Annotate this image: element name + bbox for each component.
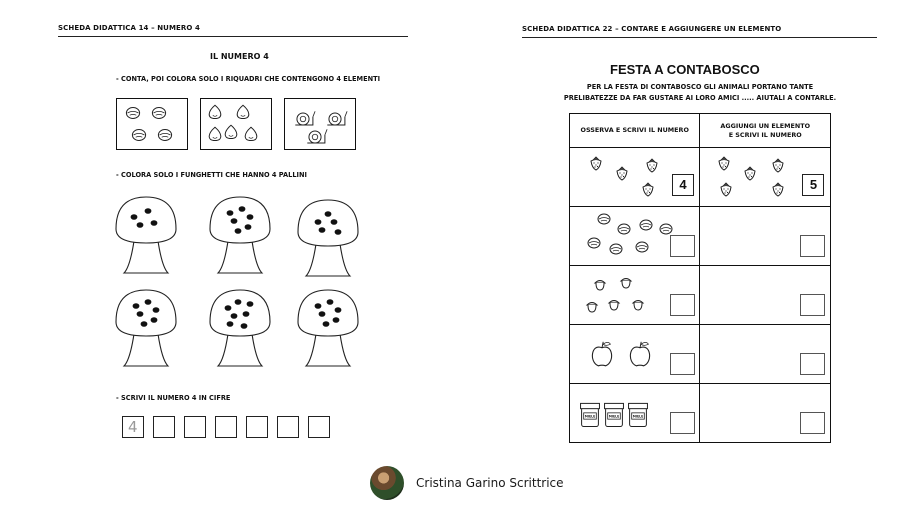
strawberry-icon bbox=[647, 159, 657, 172]
mushroom-dot bbox=[131, 214, 138, 220]
subtitle-line-2: PRELIBATEZZE DA FAR GUSTARE AI LORO AMICI ..... AIUTALI A CONTARLE. bbox=[563, 94, 837, 102]
write-boxes-row bbox=[122, 416, 382, 442]
write-box[interactable] bbox=[277, 416, 299, 438]
jam-jar-group bbox=[704, 386, 804, 442]
mushroom-dot bbox=[231, 218, 238, 224]
empty-answer-box[interactable] bbox=[670, 412, 695, 434]
subtitle-line-1: PER LA FESTA DI CONTABOSCO GLI ANIMALI PORTANO TANTE bbox=[586, 83, 814, 91]
table-row bbox=[570, 148, 831, 207]
chestnut-icon bbox=[132, 130, 145, 141]
mushroom-cap bbox=[298, 200, 358, 246]
svg-text:MIELE: MIELE bbox=[632, 414, 644, 419]
snail-icon bbox=[295, 111, 315, 125]
acorn-group bbox=[574, 268, 674, 324]
mushroom-cap bbox=[116, 290, 176, 336]
group-box-chestnuts[interactable] bbox=[116, 98, 188, 150]
empty-answer-box[interactable] bbox=[800, 294, 825, 316]
mushroom-dot bbox=[247, 214, 254, 220]
avatar bbox=[370, 466, 404, 500]
strawberry-icon bbox=[773, 159, 783, 172]
mushroom-dot bbox=[315, 303, 322, 309]
mushroom-dot bbox=[319, 311, 326, 317]
mushroom-cap bbox=[298, 290, 358, 336]
add-cell bbox=[700, 325, 831, 384]
mushroom-3[interactable] bbox=[292, 192, 364, 278]
empty-answer-box[interactable] bbox=[670, 235, 695, 257]
mushroom-stem bbox=[124, 334, 168, 366]
empty-answer-box[interactable] bbox=[800, 235, 825, 257]
strawberry-icon bbox=[721, 183, 731, 196]
mushroom-5[interactable] bbox=[204, 282, 276, 368]
mushroom-stem bbox=[306, 334, 350, 366]
col-header-add: AGGIUNGI UN ELEMENTO E SCRIVI IL NUMERO bbox=[700, 114, 831, 148]
author-name: Cristina Garino Scrittrice bbox=[416, 476, 564, 490]
mushroom-dot bbox=[227, 210, 234, 216]
chestnut-icon bbox=[126, 108, 139, 119]
mushroom-dot bbox=[335, 229, 342, 235]
mushroom-dot bbox=[239, 206, 246, 212]
acorn-icon bbox=[621, 279, 631, 289]
acorn-group bbox=[704, 268, 804, 324]
chestnut-group bbox=[704, 209, 804, 265]
chestnut-group bbox=[574, 209, 674, 265]
mushroom-dot bbox=[247, 301, 254, 307]
mushroom-dot bbox=[333, 317, 340, 323]
right-sheet-header: SCHEDA DIDATTICA 22 – CONTARE E AGGIUNGERE UN ELEMENTO bbox=[522, 25, 782, 33]
instruction-count: - CONTA, POI COLORA SOLO I RIQUADRI CHE CONTENGONO 4 ELEMENTI bbox=[116, 75, 381, 83]
mushroom-cap bbox=[210, 290, 270, 336]
mushroom-stem bbox=[218, 241, 262, 273]
mushroom-cap bbox=[116, 197, 176, 243]
trace-box[interactable] bbox=[122, 416, 144, 438]
counting-table bbox=[569, 113, 831, 443]
write-box[interactable] bbox=[184, 416, 206, 438]
instruction-mushrooms: - COLORA SOLO I FUNGHETTI CHE HANNO 4 PALLINI bbox=[116, 171, 307, 179]
mushroom-dot bbox=[323, 321, 330, 327]
mushroom-stem bbox=[306, 244, 350, 276]
empty-answer-box[interactable] bbox=[800, 353, 825, 375]
onion-icon bbox=[237, 105, 249, 118]
right-header-rule bbox=[522, 37, 877, 38]
svg-text:MIELE: MIELE bbox=[584, 414, 596, 419]
snail-icon bbox=[327, 111, 347, 125]
group-box-snails[interactable] bbox=[284, 98, 356, 150]
onion-icon bbox=[225, 125, 237, 138]
strawberry-icon bbox=[745, 167, 755, 180]
chestnut-icon bbox=[158, 130, 171, 141]
mushroom-dot bbox=[319, 227, 326, 233]
left-worksheet bbox=[40, 14, 420, 454]
chestnut-icon bbox=[660, 224, 672, 234]
apple-icon bbox=[592, 342, 611, 366]
mushroom-dot bbox=[153, 307, 160, 313]
acorn-icon bbox=[633, 301, 643, 311]
mushroom-dot bbox=[151, 220, 158, 226]
jam-jar-group bbox=[574, 386, 674, 442]
left-sheet-title: IL NUMERO 4 bbox=[210, 52, 269, 61]
instruction-write: - SCRIVI IL NUMERO 4 IN CIFRE bbox=[116, 394, 231, 402]
strawberry-icon bbox=[591, 157, 601, 170]
snail-icon bbox=[307, 129, 327, 143]
snail-group bbox=[285, 99, 355, 149]
left-sheet-header: SCHEDA DIDATTICA 14 – NUMERO 4 bbox=[58, 24, 200, 32]
apple-group bbox=[574, 327, 674, 383]
empty-answer-box[interactable] bbox=[670, 294, 695, 316]
mushroom-dot bbox=[331, 219, 338, 225]
strawberry-group bbox=[704, 150, 804, 206]
mushroom-dot bbox=[231, 313, 238, 319]
write-box[interactable] bbox=[308, 416, 330, 438]
mushroom-stem bbox=[218, 334, 262, 366]
observe-cell bbox=[570, 384, 700, 443]
right-sheet-subtitle bbox=[550, 82, 850, 104]
observe-cell bbox=[570, 148, 700, 207]
table-row bbox=[570, 266, 831, 325]
strawberry-icon bbox=[643, 183, 653, 196]
write-box[interactable] bbox=[246, 416, 268, 438]
write-box[interactable] bbox=[153, 416, 175, 438]
jam-jar-icon bbox=[629, 403, 648, 426]
mushroom-dot bbox=[145, 299, 152, 305]
add-cell bbox=[700, 384, 831, 443]
mushroom-6[interactable] bbox=[292, 282, 364, 368]
table-row bbox=[570, 207, 831, 266]
acorn-icon bbox=[609, 301, 619, 311]
chestnut-group bbox=[117, 99, 187, 149]
table-row bbox=[570, 325, 831, 384]
chestnut-icon bbox=[640, 220, 652, 230]
mushroom-2[interactable] bbox=[204, 189, 276, 275]
mushroom-dot bbox=[137, 222, 144, 228]
svg-text:MIELE: MIELE bbox=[608, 414, 620, 419]
chestnut-icon bbox=[610, 244, 622, 254]
mushroom-dot bbox=[243, 311, 250, 317]
trace-digit: 4 bbox=[128, 418, 138, 436]
mushroom-dot bbox=[325, 211, 332, 217]
group-box-onions[interactable] bbox=[200, 98, 272, 150]
apple-icon bbox=[630, 342, 649, 366]
mushroom-dot bbox=[335, 307, 342, 313]
apple-group bbox=[704, 327, 804, 383]
acorn-icon bbox=[595, 281, 605, 291]
chestnut-icon bbox=[618, 224, 630, 234]
chestnut-icon bbox=[588, 238, 600, 248]
mushroom-dot bbox=[315, 219, 322, 225]
onion-group bbox=[201, 99, 271, 149]
mushroom-4[interactable] bbox=[110, 282, 182, 368]
mushroom-1[interactable] bbox=[110, 189, 182, 275]
table-row bbox=[570, 384, 831, 443]
onion-icon bbox=[209, 105, 221, 118]
mushroom-dot bbox=[225, 305, 232, 311]
strawberry-icon bbox=[719, 157, 729, 170]
right-sheet-title: FESTA A CONTABOSCO bbox=[610, 62, 760, 77]
mushroom-dot bbox=[141, 321, 148, 327]
empty-answer-box[interactable] bbox=[800, 412, 825, 434]
jam-jar-icon bbox=[581, 403, 600, 426]
strawberry-group bbox=[574, 150, 674, 206]
mushroom-dot bbox=[133, 303, 140, 309]
left-header-rule bbox=[58, 36, 408, 37]
answer-box[interactable]: 5 bbox=[802, 174, 824, 196]
write-box[interactable] bbox=[215, 416, 237, 438]
mushroom-dot bbox=[245, 224, 252, 230]
chestnut-icon bbox=[636, 242, 648, 252]
observe-cell bbox=[570, 325, 700, 384]
mushroom-stem bbox=[124, 241, 168, 273]
mushroom-dot bbox=[241, 323, 248, 329]
col-header-observe: OSSERVA E SCRIVI IL NUMERO bbox=[570, 114, 700, 148]
observe-cell bbox=[570, 266, 700, 325]
mushroom-dot bbox=[235, 228, 242, 234]
mushroom-cap bbox=[210, 197, 270, 243]
add-cell bbox=[700, 148, 831, 207]
observe-cell bbox=[570, 207, 700, 266]
add-cell bbox=[700, 207, 831, 266]
strawberry-icon bbox=[773, 183, 783, 196]
onion-icon bbox=[245, 127, 257, 140]
onion-icon bbox=[209, 127, 221, 140]
mushroom-dot bbox=[227, 321, 234, 327]
mushroom-dot bbox=[235, 299, 242, 305]
mushroom-dot bbox=[137, 311, 144, 317]
acorn-icon bbox=[587, 303, 597, 313]
add-cell bbox=[700, 266, 831, 325]
answer-box[interactable]: 4 bbox=[672, 174, 694, 196]
jam-jar-icon bbox=[605, 403, 624, 426]
empty-answer-box[interactable] bbox=[670, 353, 695, 375]
chestnut-icon bbox=[152, 108, 165, 119]
mushroom-dot bbox=[145, 208, 152, 214]
chestnut-icon bbox=[598, 214, 610, 224]
strawberry-icon bbox=[617, 167, 627, 180]
mushroom-dot bbox=[327, 299, 334, 305]
mushroom-dot bbox=[151, 317, 158, 323]
right-worksheet bbox=[510, 14, 890, 454]
